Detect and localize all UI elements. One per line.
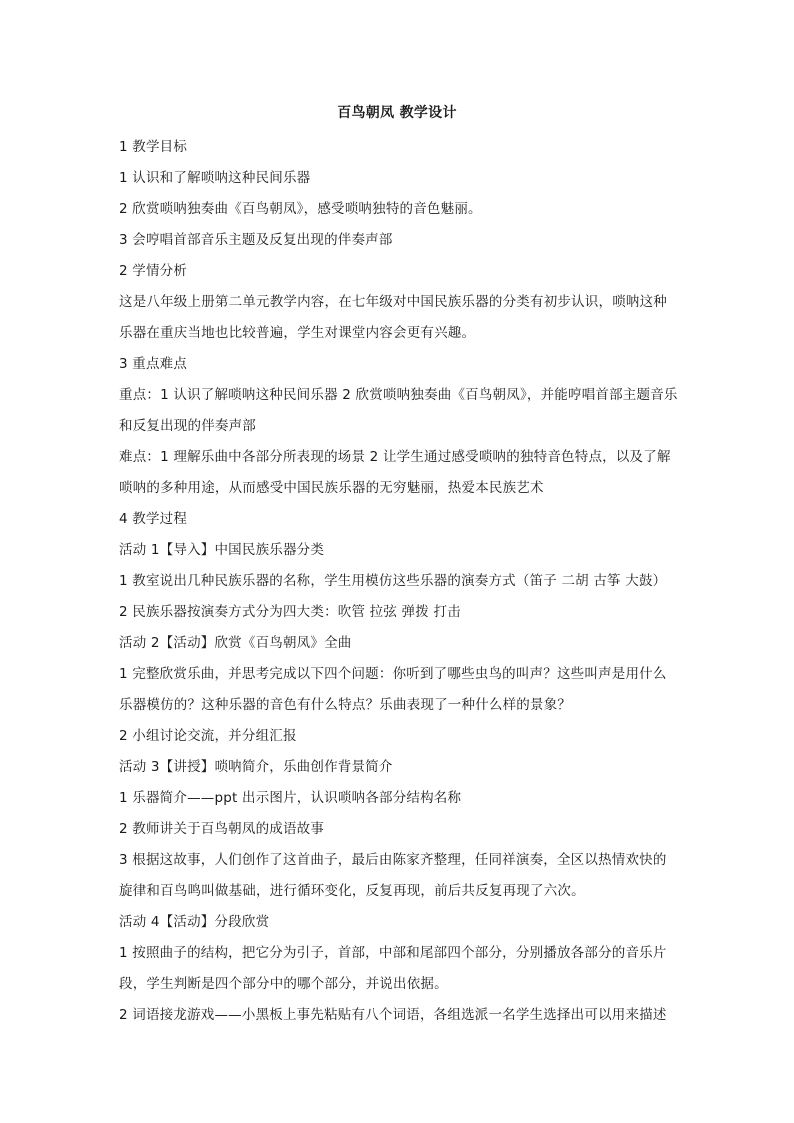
- paragraph: 1 乐器简介——ppt 出示图片，认识唢呐各部分结构名称: [119, 790, 462, 806]
- activity-heading: 活动 4【活动】分段欣赏: [119, 914, 270, 930]
- paragraph: 1 完整欣赏乐曲，并思考完成以下四个问题：你听到了哪些虫鸟的叫声？这些叫声是用什么乐器模仿的？这种乐器的音色有什么特点？乐曲表现了一种什么样的景象？: [119, 666, 667, 713]
- paragraph: 重点：1 认识了解唢呐这种民间乐器 2 欣赏唢呐独奏曲《百鸟朝凤》，并能哼唱首部主题音乐和反复出现的伴奏声部: [119, 387, 678, 434]
- document-body: [119, 132, 679, 1031]
- paragraph: 2 民族乐器按演奏方式分为四大类：吹管 拉弦 弹拨 打击: [119, 604, 461, 620]
- paragraph: 3 根据这故事，人们创作了这首曲子，最后由陈家齐整理，任同祥演奏，全区以热情欢快的旋律和百鸟鸣叫做基础，进行循环变化，反复再现，前后共反复再现了六次。: [119, 852, 667, 899]
- activity-heading: 活动 2【活动】欣赏《百鸟朝凤》全曲: [119, 635, 352, 651]
- paragraph: 1 教室说出几种民族乐器的名称，学生用模仿这些乐器的演奏方式（笛子 二胡 古筝 大鼓）: [119, 573, 667, 589]
- paragraph: 2 教师讲关于百鸟朝凤的成语故事: [119, 821, 325, 837]
- section-heading-key-points: 3 重点难点: [119, 356, 188, 372]
- section-heading-process: 4 教学过程: [119, 511, 188, 527]
- paragraph: 1 认识和了解唢呐这种民间乐器: [119, 170, 311, 186]
- paragraph: 2 小组讨论交流，并分组汇报: [119, 728, 297, 744]
- paragraph: 3 会哼唱首部音乐主题及反复出现的伴奏声部: [119, 232, 393, 248]
- paragraph: 2 词语接龙游戏——小黑板上事先粘贴有八个词语，各组选派一名学生选择出可以用来描述: [119, 1007, 667, 1023]
- paragraph: 1 按照曲子的结构，把它分为引子，首部，中部和尾部四个部分，分别播放各部分的音乐片段，学生判断是四个部分中的哪个部分，并说出依据。: [119, 945, 667, 992]
- section-heading-objectives: 1 教学目标: [119, 139, 188, 155]
- paragraph: 2 欣赏唢呐独奏曲《百鸟朝凤》，感受唢呐独特的音色魅丽。: [119, 201, 482, 217]
- activity-heading: 活动 3【讲授】唢呐简介，乐曲创作背景简介: [119, 759, 393, 775]
- section-heading-analysis: 2 学情分析: [119, 263, 188, 279]
- paragraph: 这是八年级上册第二单元教学内容，在七年级对中国民族乐器的分类有初步认识，唢呐这种乐器在重庆当地也比较普遍，学生对课堂内容会更有兴趣。: [119, 294, 667, 341]
- document-title: 百鸟朝凤 教学设计: [337, 105, 457, 121]
- activity-heading: 活动 1【导入】中国民族乐器分类: [119, 542, 325, 558]
- paragraph: 难点：1 理解乐曲中各部分所表现的场景 2 让学生通过感受唢呐的独特音色特点，以及了解唢呐的多种用途，从而感受中国民族乐器的无穷魅丽，热爱本民族艺术: [119, 449, 671, 496]
